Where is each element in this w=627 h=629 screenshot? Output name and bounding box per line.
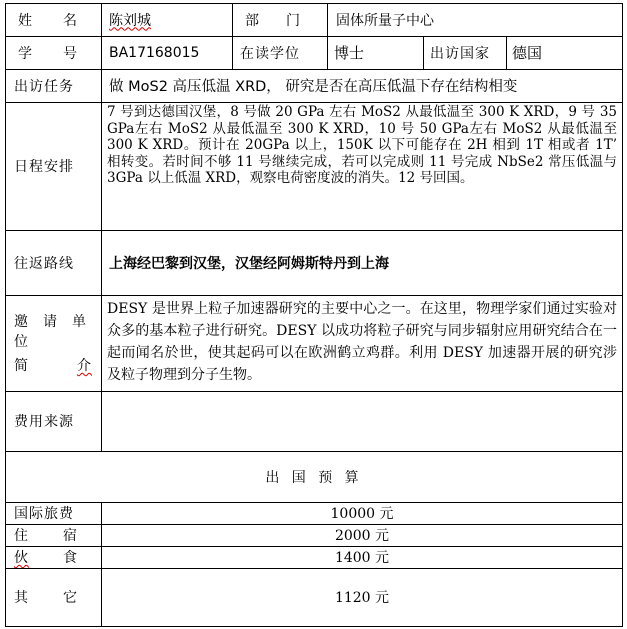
rule <box>5 295 623 296</box>
route-label: 往返路线 <box>14 255 74 272</box>
student-id-value: BA17168015 <box>109 44 200 61</box>
student-id-label: 学 号 <box>18 45 78 62</box>
rule <box>622 3 623 626</box>
task-value: 做 MoS2 高压低温 XRD， 研究是否在高压低温下存在结构相变 <box>109 79 518 95</box>
country-value: 德国 <box>512 44 543 62</box>
budget-travel-value: 10000 元 <box>330 506 394 522</box>
schedule-text: 7 号到达德国汉堡，8 号做 20 GPa 左右 MoS2 从最低温至 300 K XRD，9 号 35 GPa左右 MoS2 从最低温至 300 K XRD，10 号 50 GPa左右 MoS2 从最低温至 300 K XRD。预计在 20GPa 以上，150K 以下可能存在 2H 相到 1T 相或者 1T’ 相转变。若时间不够 11 号继续完成，若可以完成则 11 号完成 NbSe2 常压低温与 3GPa 以上低温 XRD，观察电荷密度波的消失。12 号回国。 <box>107 104 617 186</box>
rule <box>5 3 6 626</box>
host-label-line2: 简 介 <box>14 358 92 374</box>
budget-meals-label: 伙 食 <box>14 550 78 566</box>
budget-meals-value: 1400 元 <box>334 550 390 566</box>
department-value: 固体所量子中心 <box>336 12 434 29</box>
rule <box>327 3 328 69</box>
name-value: 陈刘城 <box>109 12 151 29</box>
schedule-label: 日程安排 <box>14 159 74 175</box>
host-text: DESY 是世界上粒子加速器研究的主要中心之一。在这里，物理学家们通过实验对众多的基本粒子进行研究。DESY 以成功将粒子研究与同步辐射应用研究结合在一起而闻名於世，使其起码可以在欧洲鹤立鸡群。利用 DESY 加速器开展的研究涉及粒子物理到分子生物。 <box>107 301 617 383</box>
country-label: 出访国家 <box>430 45 490 62</box>
rule <box>423 36 424 69</box>
budget-other-value: 1120 元 <box>334 590 390 606</box>
department-label: 部 门 <box>245 12 301 29</box>
host-label-line1: 邀请单位 <box>14 314 92 350</box>
host-label <box>14 295 92 391</box>
rule <box>506 36 507 69</box>
budget-title: 出 国 预 算 <box>265 469 363 486</box>
budget-lodging-value: 2000 元 <box>334 528 390 544</box>
degree-label: 在读学位 <box>240 45 300 62</box>
name-label: 姓 名 <box>18 12 78 29</box>
funding-label: 费用来源 <box>14 414 74 430</box>
funding-value <box>109 391 619 451</box>
route-value: 上海经巴黎到汉堡，汉堡经阿姆斯特丹到上海 <box>109 255 389 272</box>
rule <box>101 3 102 451</box>
budget-other-label: 其 它 <box>14 590 78 606</box>
rule <box>5 626 623 627</box>
budget-travel-label: 国际旅费 <box>14 506 74 522</box>
budget-lodging-label: 住 宿 <box>14 528 78 544</box>
rule <box>232 3 233 69</box>
degree-value: 博士 <box>334 44 365 62</box>
task-label: 出访任务 <box>14 78 74 95</box>
